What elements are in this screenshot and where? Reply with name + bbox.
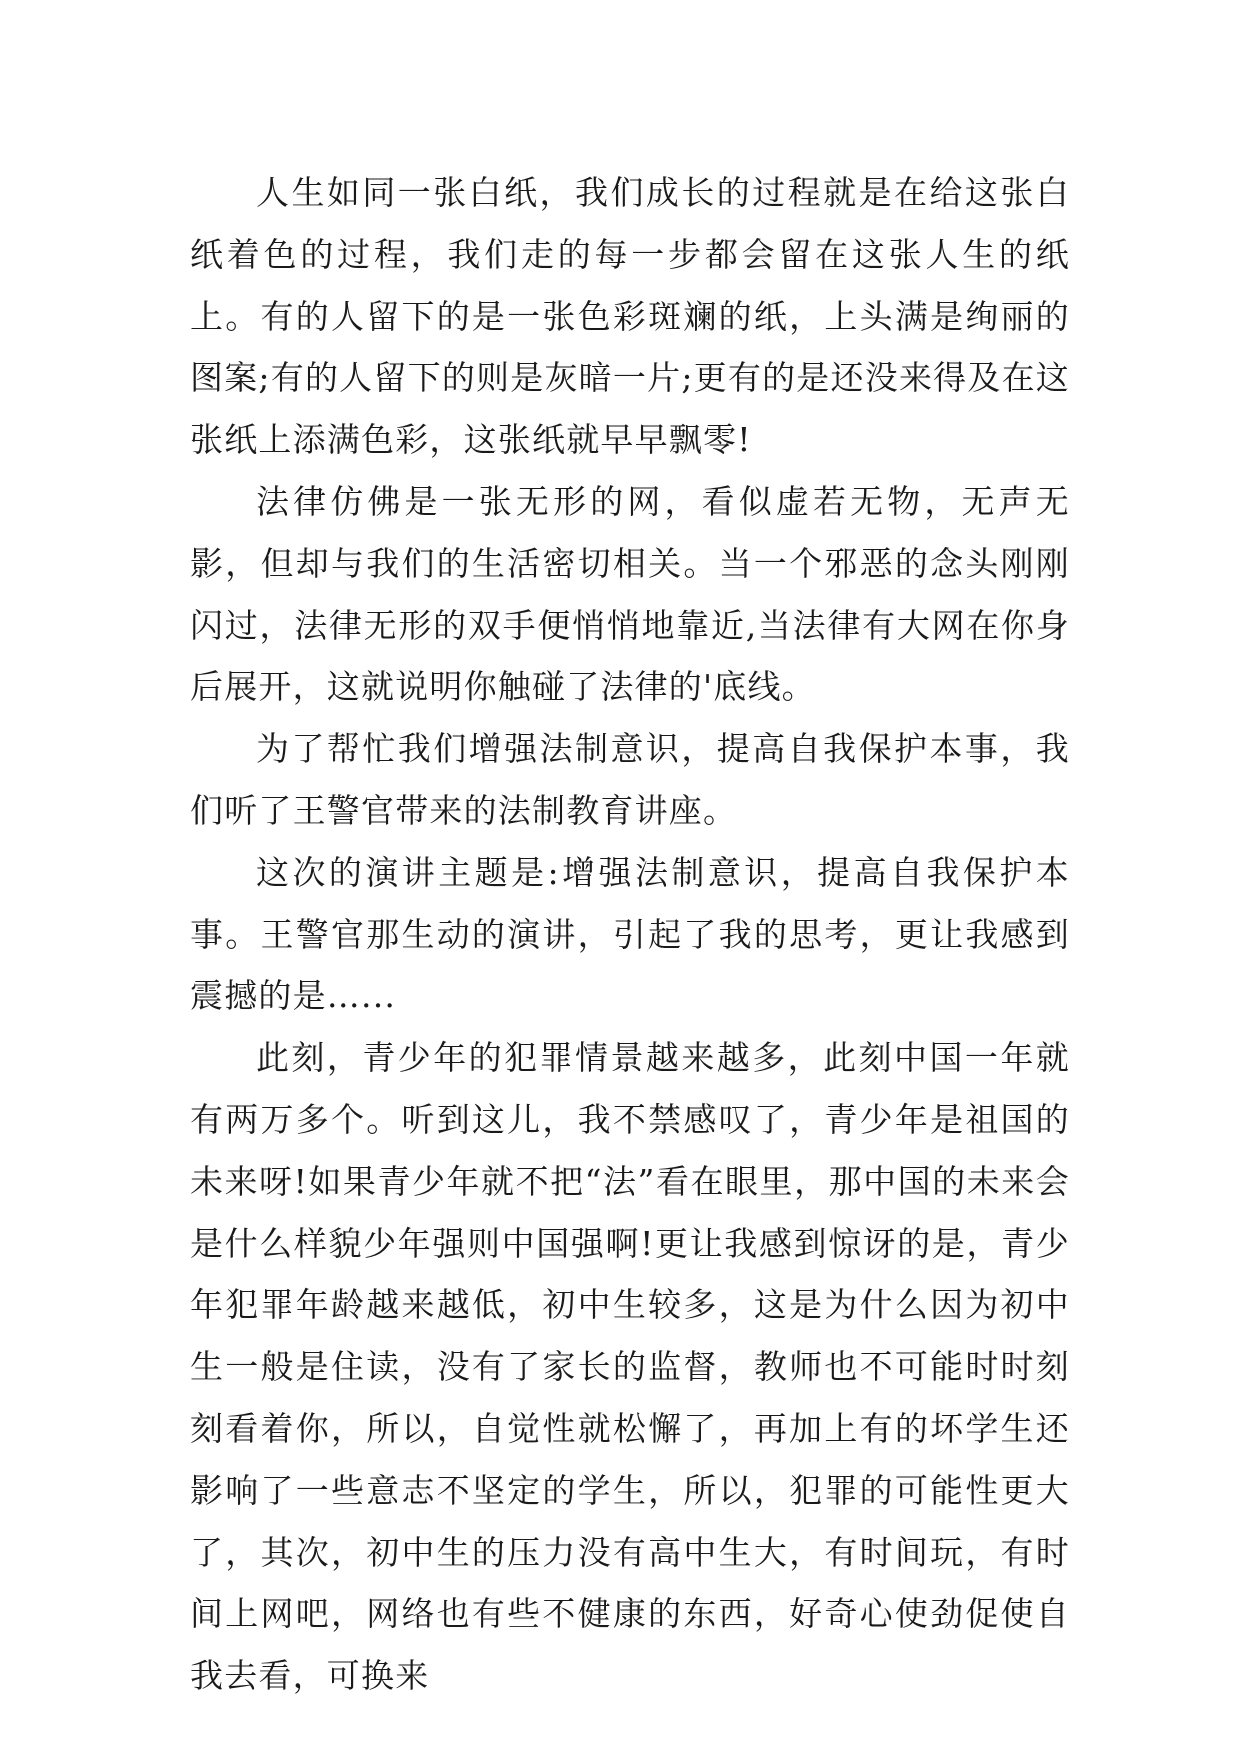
paragraph-law-invisible-net: 法律仿佛是一张无形的网，看似虚若无物，无声无影，但却与我们的生活密切相关。当一个邪恶的念头刚刚闪过，法律无形的双手便悄悄地靠近,当法律有大网在你身后展开，这就说明你触碰了法律的'底线。 xyxy=(190,481,1070,707)
document-body xyxy=(190,162,1070,1707)
paragraph-life-blank-paper: 人生如同一张白纸，我们成长的过程就是在给这张白纸着色的过程，我们走的每一步都会留在这张人生的纸上。有的人留下的是一张色彩斑斓的纸，上头满是绚丽的图案;有的人留下的则是灰暗一片;更有的是还没来得及在这张纸上添满色彩，这张纸就早早飘零! xyxy=(190,173,1070,460)
paragraph-lecture-intro: 为了帮忙我们增强法制意识，提高自我保护本事，我们听了王警官带来的法制教育讲座。 xyxy=(190,729,1070,830)
paragraph-youth-crime: 此刻，青少年的犯罪情景越来越多，此刻中国一年就有两万多个。听到这儿，我不禁感叹了，青少年是祖国的未来呀!如果青少年就不把“法”看在眼里，那中国的未来会是什么样貌少年强则中国强啊!更让我感到惊讶的是，青少年犯罪年龄越来越低，初中生较多，这是为什么因为初中生一般是住读，没有了家长的监督，教师也不可能时时刻刻看着你，所以，自觉性就松懈了，再加上有的坏学生还影响了一些意志不坚定的学生，所以，犯罪的可能性更大了，其次，初中生的压力没有高中生大，有时间玩，有时间上网吧，网络也有些不健康的东西，好奇心使劲促使自我去看，可换来 xyxy=(190,1038,1070,1696)
paragraph-lecture-theme: 这次的演讲主题是:增强法制意识，提高自我保护本事。王警官那生动的演讲，引起了我的思考，更让我感到震撼的是…... xyxy=(190,852,1070,1016)
